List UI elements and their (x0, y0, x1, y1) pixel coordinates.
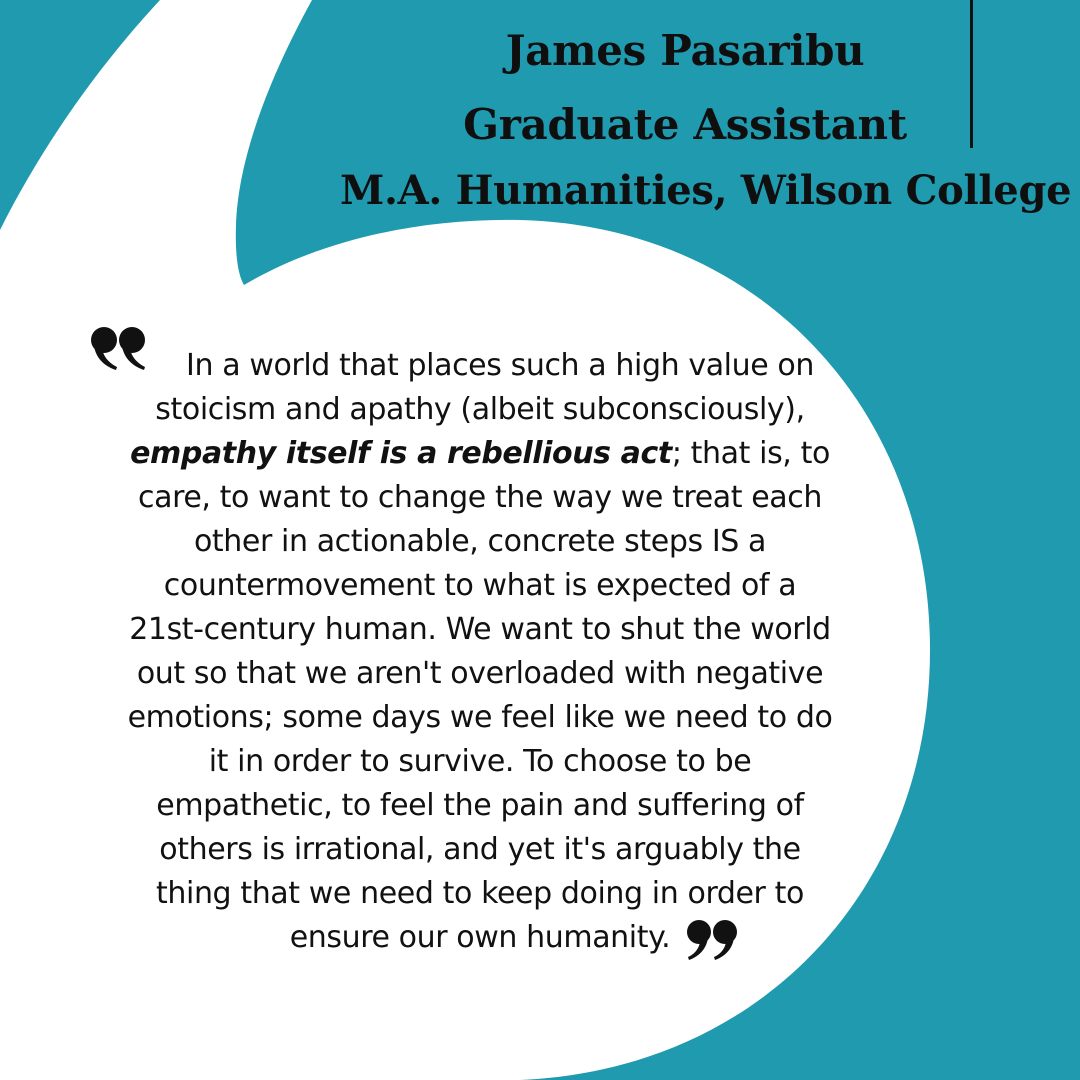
quote-line: care, to want to change the way we treat each (138, 480, 822, 515)
close-quote-icon (686, 918, 740, 962)
quote-line (90, 432, 870, 476)
quote-line: others is irrational, and yet it's arguably the (159, 832, 801, 867)
author-name: James Pasaribu (505, 26, 865, 75)
quote-line: stoicism and apathy (albeit subconsciously), (155, 392, 805, 427)
author-role: Graduate Assistant (463, 100, 907, 149)
quote-text (90, 344, 870, 960)
quote-line: empathetic, to feel the pain and suffering of (156, 788, 804, 823)
quote-line: out so that we aren't overloaded with negative (136, 656, 824, 691)
quote-line: other in actionable, concrete steps IS a (193, 524, 767, 559)
quote-line-rest: ; that is, to (671, 436, 830, 471)
quote-line: emotions; some days we feel like we need to do (127, 700, 833, 735)
quote-line: 21st-century human. We want to shut the world (129, 612, 831, 647)
quote-line: thing that we need to keep doing in order to (156, 876, 804, 911)
quote-line: countermovement to what is expected of a (163, 568, 797, 603)
author-program: M.A. Humanities, Wilson College (340, 167, 1072, 214)
header-divider (970, 0, 973, 148)
quote-emphasis: empathy itself is a rebellious act (130, 436, 672, 471)
quote-line: ensure our own humanity. (289, 920, 671, 955)
quote-line: In a world that places such a high value on (186, 348, 814, 383)
quote-line: it in order to survive. To choose to be (208, 744, 752, 779)
